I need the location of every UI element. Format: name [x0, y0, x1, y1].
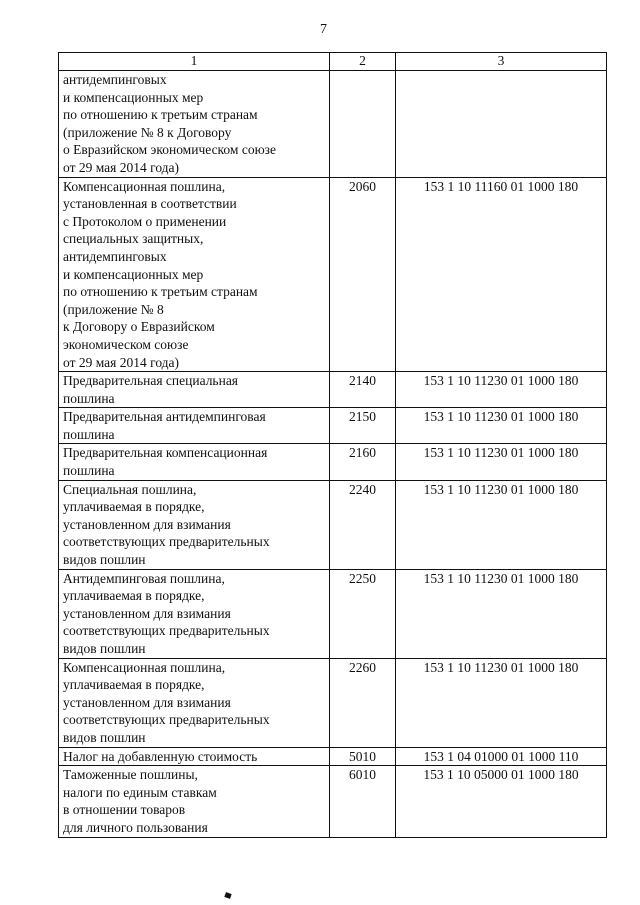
table-row: [59, 444, 607, 480]
row-code: 5010: [330, 747, 396, 766]
row-name: Антидемпинговая пошлина, уплачиваемая в порядке, установленном для взимания соответствующих предварительных видов пошлин: [59, 569, 330, 658]
row-name: Предварительная антидемпинговая пошлина: [59, 408, 330, 444]
row-name: Таможенные пошлины, налоги по единым ставкам в отношении товаров для личного пользования: [59, 766, 330, 837]
row-kbk: 153 1 10 11230 01 1000 180: [396, 372, 607, 408]
header-col-2: 2: [330, 53, 396, 71]
row-kbk: 153 1 10 11230 01 1000 180: [396, 658, 607, 747]
payments-table: [58, 52, 607, 838]
scan-mark: [224, 892, 231, 899]
row-kbk: 153 1 10 11230 01 1000 180: [396, 480, 607, 569]
row-code: 2060: [330, 177, 396, 372]
header-col-3: 3: [396, 53, 607, 71]
table-row: [59, 177, 607, 372]
table-row: [59, 408, 607, 444]
row-code: 2140: [330, 372, 396, 408]
row-kbk: 153 1 04 01000 01 1000 110: [396, 747, 607, 766]
row-kbk: 153 1 10 11230 01 1000 180: [396, 408, 607, 444]
row-code: 2150: [330, 408, 396, 444]
table-row: [59, 71, 607, 178]
row-name: Специальная пошлина, уплачиваемая в порядке, установленном для взимания соответствующих предварительных видов пошлин: [59, 480, 330, 569]
row-name: Предварительная компенсационная пошлина: [59, 444, 330, 480]
row-kbk: [396, 71, 607, 178]
row-code: 6010: [330, 766, 396, 837]
row-name: Компенсационная пошлина, установленная в соответствии с Протоколом о применении специальных защитных, антидемпинговых и компенсационных мер по отношению к третьим странам (приложение № 8 к Договору о Евразийском экономическом союзе от 29 мая 2014 года): [59, 177, 330, 372]
row-code: 2260: [330, 658, 396, 747]
table-row: [59, 766, 607, 837]
row-kbk: 153 1 10 11230 01 1000 180: [396, 444, 607, 480]
table-header-row: [59, 53, 607, 71]
row-code: [330, 71, 396, 178]
table-row: [59, 747, 607, 766]
row-name: Компенсационная пошлина, уплачиваемая в порядке, установленном для взимания соответствующих предварительных видов пошлин: [59, 658, 330, 747]
row-kbk: 153 1 10 05000 01 1000 180: [396, 766, 607, 837]
table-row: [59, 480, 607, 569]
row-code: 2160: [330, 444, 396, 480]
header-col-1: 1: [59, 53, 330, 71]
row-kbk: 153 1 10 11230 01 1000 180: [396, 569, 607, 658]
row-name: Налог на добавленную стоимость: [59, 747, 330, 766]
table-row: [59, 569, 607, 658]
row-code: 2250: [330, 569, 396, 658]
row-kbk: 153 1 10 11160 01 1000 180: [396, 177, 607, 372]
table-row: [59, 658, 607, 747]
row-code: 2240: [330, 480, 396, 569]
row-name: антидемпинговых и компенсационных мер по отношению к третьим странам (приложение № 8 к Договору о Евразийском экономическом союзе от 29 мая 2014 года): [59, 71, 330, 178]
page-number: 7: [320, 22, 327, 37]
row-name: Предварительная специальная пошлина: [59, 372, 330, 408]
table-row: [59, 372, 607, 408]
